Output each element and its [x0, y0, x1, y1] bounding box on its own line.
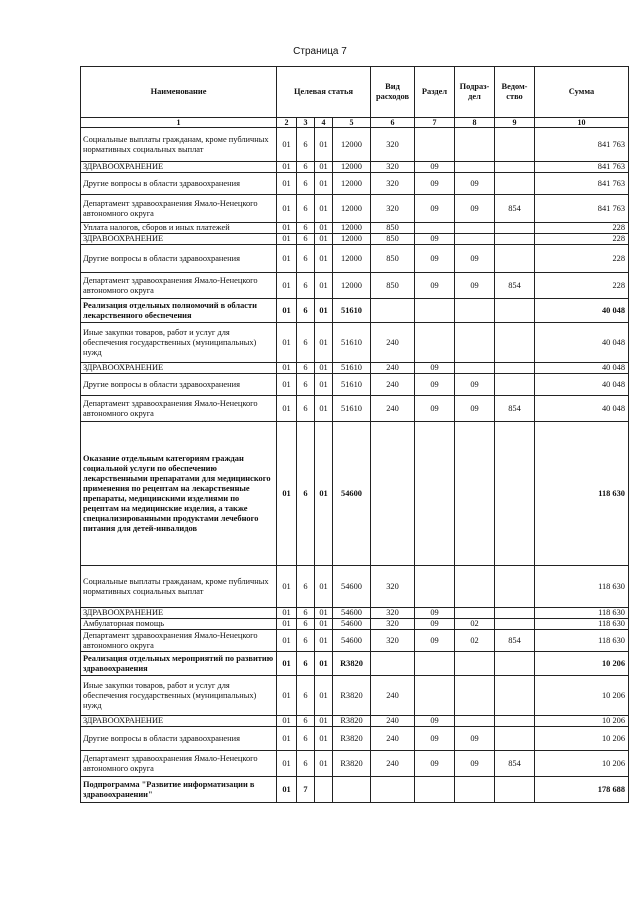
- cell-department: [495, 777, 535, 803]
- table-row: [81, 630, 629, 652]
- cell-name: Департамент здравоохранения Ямало-Ненецкого автономного округа: [81, 751, 277, 777]
- cell-name: ЗДРАВООХРАНЕНИЕ: [81, 363, 277, 374]
- cell-subsection: 09: [455, 273, 495, 299]
- col-number: 4: [315, 118, 333, 128]
- cell-section: 09: [415, 173, 455, 195]
- table-row: [81, 751, 629, 777]
- cell-program: 01: [277, 323, 297, 363]
- cell-department: [495, 619, 535, 630]
- cell-subsection: 02: [455, 619, 495, 630]
- table-row: [81, 273, 629, 299]
- cell-expense-type: 850: [371, 245, 415, 273]
- cell-subsection: [455, 608, 495, 619]
- col-number: 1: [81, 118, 277, 128]
- col-number: 7: [415, 118, 455, 128]
- cell-subprogram: 6: [297, 751, 315, 777]
- cell-section: 09: [415, 245, 455, 273]
- cell-sum: 40 048: [535, 363, 629, 374]
- cell-subprogram: 6: [297, 323, 315, 363]
- cell-subsection: [455, 162, 495, 173]
- cell-subprogram: 6: [297, 396, 315, 422]
- page-number: Страница 7: [293, 46, 347, 57]
- cell-section: [415, 676, 455, 716]
- cell-department: [495, 223, 535, 234]
- cell-event: 01: [315, 422, 333, 566]
- cell-event: 01: [315, 652, 333, 676]
- cell-expense-type: 320: [371, 128, 415, 162]
- cell-section: 09: [415, 374, 455, 396]
- cell-program: 01: [277, 223, 297, 234]
- cell-name: Реализация отдельных мероприятий по развитию здравоохранения: [81, 652, 277, 676]
- cell-program: 01: [277, 630, 297, 652]
- col-header-target: Целевая статья: [277, 67, 371, 118]
- cell-event: 01: [315, 727, 333, 751]
- cell-program: 01: [277, 566, 297, 608]
- cell-sum: 178 688: [535, 777, 629, 803]
- cell-name: Иные закупки товаров, работ и услуг для обеспечения государственных (муниципальных) нужд: [81, 676, 277, 716]
- cell-program: 01: [277, 716, 297, 727]
- cell-subprogram: 6: [297, 374, 315, 396]
- cell-subsection: [455, 323, 495, 363]
- cell-event: 01: [315, 676, 333, 716]
- cell-subprogram: 6: [297, 716, 315, 727]
- cell-expense-type: 850: [371, 273, 415, 299]
- cell-sum: 10 206: [535, 751, 629, 777]
- cell-subprogram: 6: [297, 630, 315, 652]
- table-row: [81, 619, 629, 630]
- cell-subsection: [455, 128, 495, 162]
- cell-department: [495, 245, 535, 273]
- cell-name: Другие вопросы в области здравоохранения: [81, 374, 277, 396]
- table-row: [81, 652, 629, 676]
- cell-program: 01: [277, 396, 297, 422]
- cell-program: 01: [277, 273, 297, 299]
- col-header-sum: Сумма: [535, 67, 629, 118]
- cell-event: 01: [315, 273, 333, 299]
- table-row: [81, 608, 629, 619]
- cell-expense-type: 850: [371, 234, 415, 245]
- cell-sum: 10 206: [535, 652, 629, 676]
- cell-section: 09: [415, 234, 455, 245]
- cell-name: Уплата налогов, сборов и иных платежей: [81, 223, 277, 234]
- cell-subprogram: 6: [297, 422, 315, 566]
- cell-section: 09: [415, 716, 455, 727]
- cell-program: 01: [277, 422, 297, 566]
- cell-name: Амбулаторная помощь: [81, 619, 277, 630]
- table-row: [81, 716, 629, 727]
- cell-name: Другие вопросы в области здравоохранения: [81, 727, 277, 751]
- cell-direction: 51610: [333, 363, 371, 374]
- cell-direction: 12000: [333, 234, 371, 245]
- cell-name: Социальные выплаты гражданам, кроме публичных нормативных социальных выплат: [81, 566, 277, 608]
- table-row: [81, 195, 629, 223]
- cell-subsection: 09: [455, 173, 495, 195]
- cell-event: 01: [315, 162, 333, 173]
- cell-expense-type: 240: [371, 323, 415, 363]
- table-header-row: [81, 67, 629, 118]
- table-row: [81, 566, 629, 608]
- cell-program: 01: [277, 751, 297, 777]
- cell-sum: 228: [535, 273, 629, 299]
- col-number: 5: [333, 118, 371, 128]
- cell-program: 01: [277, 162, 297, 173]
- cell-expense-type: 320: [371, 608, 415, 619]
- cell-subprogram: 6: [297, 619, 315, 630]
- cell-section: 09: [415, 162, 455, 173]
- cell-department: [495, 422, 535, 566]
- cell-event: 01: [315, 245, 333, 273]
- cell-department: [495, 173, 535, 195]
- cell-event: 01: [315, 396, 333, 422]
- budget-table: [80, 66, 629, 803]
- cell-subprogram: 6: [297, 566, 315, 608]
- col-number: 2: [277, 118, 297, 128]
- cell-direction: 12000: [333, 128, 371, 162]
- cell-subsection: [455, 363, 495, 374]
- table-row: [81, 299, 629, 323]
- cell-event: 01: [315, 173, 333, 195]
- cell-direction: 54600: [333, 422, 371, 566]
- cell-department: [495, 374, 535, 396]
- cell-program: 01: [277, 363, 297, 374]
- cell-department: [495, 323, 535, 363]
- cell-program: 01: [277, 676, 297, 716]
- col-number: 8: [455, 118, 495, 128]
- cell-department: [495, 128, 535, 162]
- cell-direction: [333, 777, 371, 803]
- cell-department: [495, 162, 535, 173]
- cell-expense-type: 240: [371, 751, 415, 777]
- cell-department: [495, 363, 535, 374]
- cell-subprogram: 6: [297, 652, 315, 676]
- col-header-subsection: Подраз- дел: [455, 67, 495, 118]
- table-row: [81, 234, 629, 245]
- cell-expense-type: 240: [371, 716, 415, 727]
- cell-name: Департамент здравоохранения Ямало-Ненецкого автономного округа: [81, 396, 277, 422]
- cell-subsection: [455, 234, 495, 245]
- cell-subsection: [455, 652, 495, 676]
- cell-direction: 54600: [333, 608, 371, 619]
- cell-direction: 12000: [333, 162, 371, 173]
- cell-event: 01: [315, 374, 333, 396]
- cell-sum: 40 048: [535, 299, 629, 323]
- cell-subprogram: 6: [297, 245, 315, 273]
- cell-program: 01: [277, 128, 297, 162]
- cell-expense-type: [371, 299, 415, 323]
- table-row: [81, 162, 629, 173]
- table-row: [81, 223, 629, 234]
- cell-name: Другие вопросы в области здравоохранения: [81, 245, 277, 273]
- cell-section: 09: [415, 396, 455, 422]
- cell-program: 01: [277, 777, 297, 803]
- cell-sum: 228: [535, 223, 629, 234]
- cell-expense-type: 240: [371, 727, 415, 751]
- cell-direction: 54600: [333, 566, 371, 608]
- cell-department: [495, 676, 535, 716]
- cell-section: [415, 128, 455, 162]
- cell-department: [495, 727, 535, 751]
- cell-direction: 12000: [333, 173, 371, 195]
- cell-direction: R3820: [333, 751, 371, 777]
- cell-event: 01: [315, 195, 333, 223]
- cell-section: 09: [415, 751, 455, 777]
- cell-name: Другие вопросы в области здравоохранения: [81, 173, 277, 195]
- cell-direction: 12000: [333, 245, 371, 273]
- cell-name: Департамент здравоохранения Ямало-Ненецкого автономного округа: [81, 630, 277, 652]
- cell-subprogram: 6: [297, 173, 315, 195]
- cell-department: 854: [495, 195, 535, 223]
- table-row: [81, 173, 629, 195]
- cell-name: Департамент здравоохранения Ямало-Ненецкого автономного округа: [81, 195, 277, 223]
- table-row: [81, 245, 629, 273]
- cell-department: [495, 234, 535, 245]
- cell-name: ЗДРАВООХРАНЕНИЕ: [81, 716, 277, 727]
- cell-expense-type: 320: [371, 162, 415, 173]
- cell-section: 09: [415, 608, 455, 619]
- cell-program: 01: [277, 195, 297, 223]
- cell-department: 854: [495, 751, 535, 777]
- cell-department: 854: [495, 630, 535, 652]
- cell-subsection: 02: [455, 630, 495, 652]
- cell-subsection: 09: [455, 245, 495, 273]
- cell-direction: 51610: [333, 299, 371, 323]
- cell-program: 01: [277, 619, 297, 630]
- cell-subsection: 09: [455, 727, 495, 751]
- cell-name: Иные закупки товаров, работ и услуг для обеспечения государственных (муниципальных) нужд: [81, 323, 277, 363]
- table-row: [81, 128, 629, 162]
- cell-expense-type: 320: [371, 566, 415, 608]
- cell-subsection: [455, 223, 495, 234]
- col-number: 3: [297, 118, 315, 128]
- cell-section: [415, 323, 455, 363]
- cell-direction: R3820: [333, 727, 371, 751]
- cell-subsection: [455, 566, 495, 608]
- cell-section: [415, 422, 455, 566]
- cell-expense-type: [371, 652, 415, 676]
- cell-expense-type: 320: [371, 173, 415, 195]
- cell-event: [315, 777, 333, 803]
- cell-expense-type: 240: [371, 676, 415, 716]
- cell-subsection: [455, 777, 495, 803]
- cell-event: 01: [315, 128, 333, 162]
- cell-expense-type: 240: [371, 374, 415, 396]
- cell-subprogram: 6: [297, 273, 315, 299]
- cell-sum: 118 630: [535, 619, 629, 630]
- table-row: [81, 363, 629, 374]
- cell-event: 01: [315, 716, 333, 727]
- cell-expense-type: 320: [371, 619, 415, 630]
- cell-section: [415, 777, 455, 803]
- cell-subsection: [455, 676, 495, 716]
- col-number: 10: [535, 118, 629, 128]
- cell-direction: 51610: [333, 396, 371, 422]
- cell-subprogram: 6: [297, 608, 315, 619]
- cell-section: [415, 223, 455, 234]
- col-number: 9: [495, 118, 535, 128]
- cell-name: Оказание отдельным категориям граждан социальной услуги по обеспечению лекарственными препаратами для медицинского применения по рецептам на лекарственные препараты, медицинскими изделиями по рецептам на медицинские изделия, а также специализированными продуктами лечебного питания для детей-инвалидов: [81, 422, 277, 566]
- col-header-department: Ведом- ство: [495, 67, 535, 118]
- cell-event: 01: [315, 234, 333, 245]
- cell-program: 01: [277, 608, 297, 619]
- cell-expense-type: 240: [371, 363, 415, 374]
- cell-direction: R3820: [333, 652, 371, 676]
- cell-sum: 841 763: [535, 162, 629, 173]
- cell-section: 09: [415, 363, 455, 374]
- cell-subsection: 09: [455, 195, 495, 223]
- cell-expense-type: 240: [371, 396, 415, 422]
- cell-sum: 118 630: [535, 608, 629, 619]
- col-number: 6: [371, 118, 415, 128]
- cell-sum: 118 630: [535, 630, 629, 652]
- cell-department: [495, 716, 535, 727]
- cell-subsection: [455, 716, 495, 727]
- cell-section: 09: [415, 630, 455, 652]
- table-row: [81, 676, 629, 716]
- cell-expense-type: 320: [371, 630, 415, 652]
- cell-sum: 10 206: [535, 716, 629, 727]
- cell-event: 01: [315, 608, 333, 619]
- col-header-name: Наименование: [81, 67, 277, 118]
- cell-direction: 12000: [333, 273, 371, 299]
- cell-name: ЗДРАВООХРАНЕНИЕ: [81, 162, 277, 173]
- table-row: [81, 727, 629, 751]
- cell-subsection: 09: [455, 374, 495, 396]
- cell-subprogram: 6: [297, 299, 315, 323]
- cell-direction: 12000: [333, 223, 371, 234]
- cell-sum: 841 763: [535, 128, 629, 162]
- cell-direction: R3820: [333, 676, 371, 716]
- cell-name: ЗДРАВООХРАНЕНИЕ: [81, 608, 277, 619]
- cell-direction: 54600: [333, 630, 371, 652]
- cell-name: Подпрограмма "Развитие информатизации в здравоохранении": [81, 777, 277, 803]
- cell-sum: 10 206: [535, 676, 629, 716]
- cell-event: 01: [315, 363, 333, 374]
- cell-name: Социальные выплаты гражданам, кроме публичных нормативных социальных выплат: [81, 128, 277, 162]
- cell-program: 01: [277, 652, 297, 676]
- table-row: [81, 396, 629, 422]
- cell-subprogram: 6: [297, 223, 315, 234]
- cell-program: 01: [277, 727, 297, 751]
- cell-section: [415, 566, 455, 608]
- cell-name: Департамент здравоохранения Ямало-Ненецкого автономного округа: [81, 273, 277, 299]
- col-header-section: Раздел: [415, 67, 455, 118]
- cell-department: [495, 652, 535, 676]
- cell-department: [495, 608, 535, 619]
- cell-subsection: 09: [455, 396, 495, 422]
- cell-subprogram: 6: [297, 727, 315, 751]
- cell-event: 01: [315, 223, 333, 234]
- cell-subprogram: 6: [297, 128, 315, 162]
- cell-direction: 54600: [333, 619, 371, 630]
- cell-subprogram: 6: [297, 162, 315, 173]
- cell-subprogram: 6: [297, 234, 315, 245]
- cell-program: 01: [277, 173, 297, 195]
- cell-direction: R3820: [333, 716, 371, 727]
- cell-sum: 228: [535, 245, 629, 273]
- cell-direction: 51610: [333, 374, 371, 396]
- cell-sum: 40 048: [535, 396, 629, 422]
- cell-sum: 10 206: [535, 727, 629, 751]
- cell-department: [495, 566, 535, 608]
- cell-subsection: [455, 422, 495, 566]
- table-row: [81, 422, 629, 566]
- cell-subprogram: 6: [297, 676, 315, 716]
- cell-program: 01: [277, 234, 297, 245]
- table-row: [81, 777, 629, 803]
- cell-name: Реализация отдельных полномочий в области лекарственного обеспечения: [81, 299, 277, 323]
- cell-sum: 118 630: [535, 566, 629, 608]
- cell-program: 01: [277, 245, 297, 273]
- cell-event: 01: [315, 566, 333, 608]
- cell-subprogram: 6: [297, 195, 315, 223]
- cell-expense-type: [371, 777, 415, 803]
- cell-section: 09: [415, 619, 455, 630]
- cell-subprogram: 6: [297, 363, 315, 374]
- cell-sum: 841 763: [535, 173, 629, 195]
- cell-event: 01: [315, 299, 333, 323]
- cell-name: ЗДРАВООХРАНЕНИЕ: [81, 234, 277, 245]
- cell-event: 01: [315, 630, 333, 652]
- cell-direction: 12000: [333, 195, 371, 223]
- cell-section: [415, 652, 455, 676]
- cell-sum: 40 048: [535, 374, 629, 396]
- cell-expense-type: 850: [371, 223, 415, 234]
- cell-subsection: [455, 299, 495, 323]
- cell-event: 01: [315, 619, 333, 630]
- cell-subsection: 09: [455, 751, 495, 777]
- cell-section: 09: [415, 273, 455, 299]
- cell-section: 09: [415, 727, 455, 751]
- cell-sum: 118 630: [535, 422, 629, 566]
- cell-event: 01: [315, 751, 333, 777]
- cell-expense-type: 320: [371, 195, 415, 223]
- table-row: [81, 374, 629, 396]
- cell-expense-type: [371, 422, 415, 566]
- cell-sum: 40 048: [535, 323, 629, 363]
- cell-direction: 51610: [333, 323, 371, 363]
- cell-program: 01: [277, 374, 297, 396]
- cell-sum: 841 763: [535, 195, 629, 223]
- cell-section: 09: [415, 195, 455, 223]
- cell-sum: 228: [535, 234, 629, 245]
- cell-department: [495, 299, 535, 323]
- cell-section: [415, 299, 455, 323]
- cell-subprogram: 7: [297, 777, 315, 803]
- cell-event: 01: [315, 323, 333, 363]
- cell-department: 854: [495, 396, 535, 422]
- column-number-row: [81, 118, 629, 128]
- table-row: [81, 323, 629, 363]
- cell-department: 854: [495, 273, 535, 299]
- cell-program: 01: [277, 299, 297, 323]
- col-header-expense-type: Вид расходов: [371, 67, 415, 118]
